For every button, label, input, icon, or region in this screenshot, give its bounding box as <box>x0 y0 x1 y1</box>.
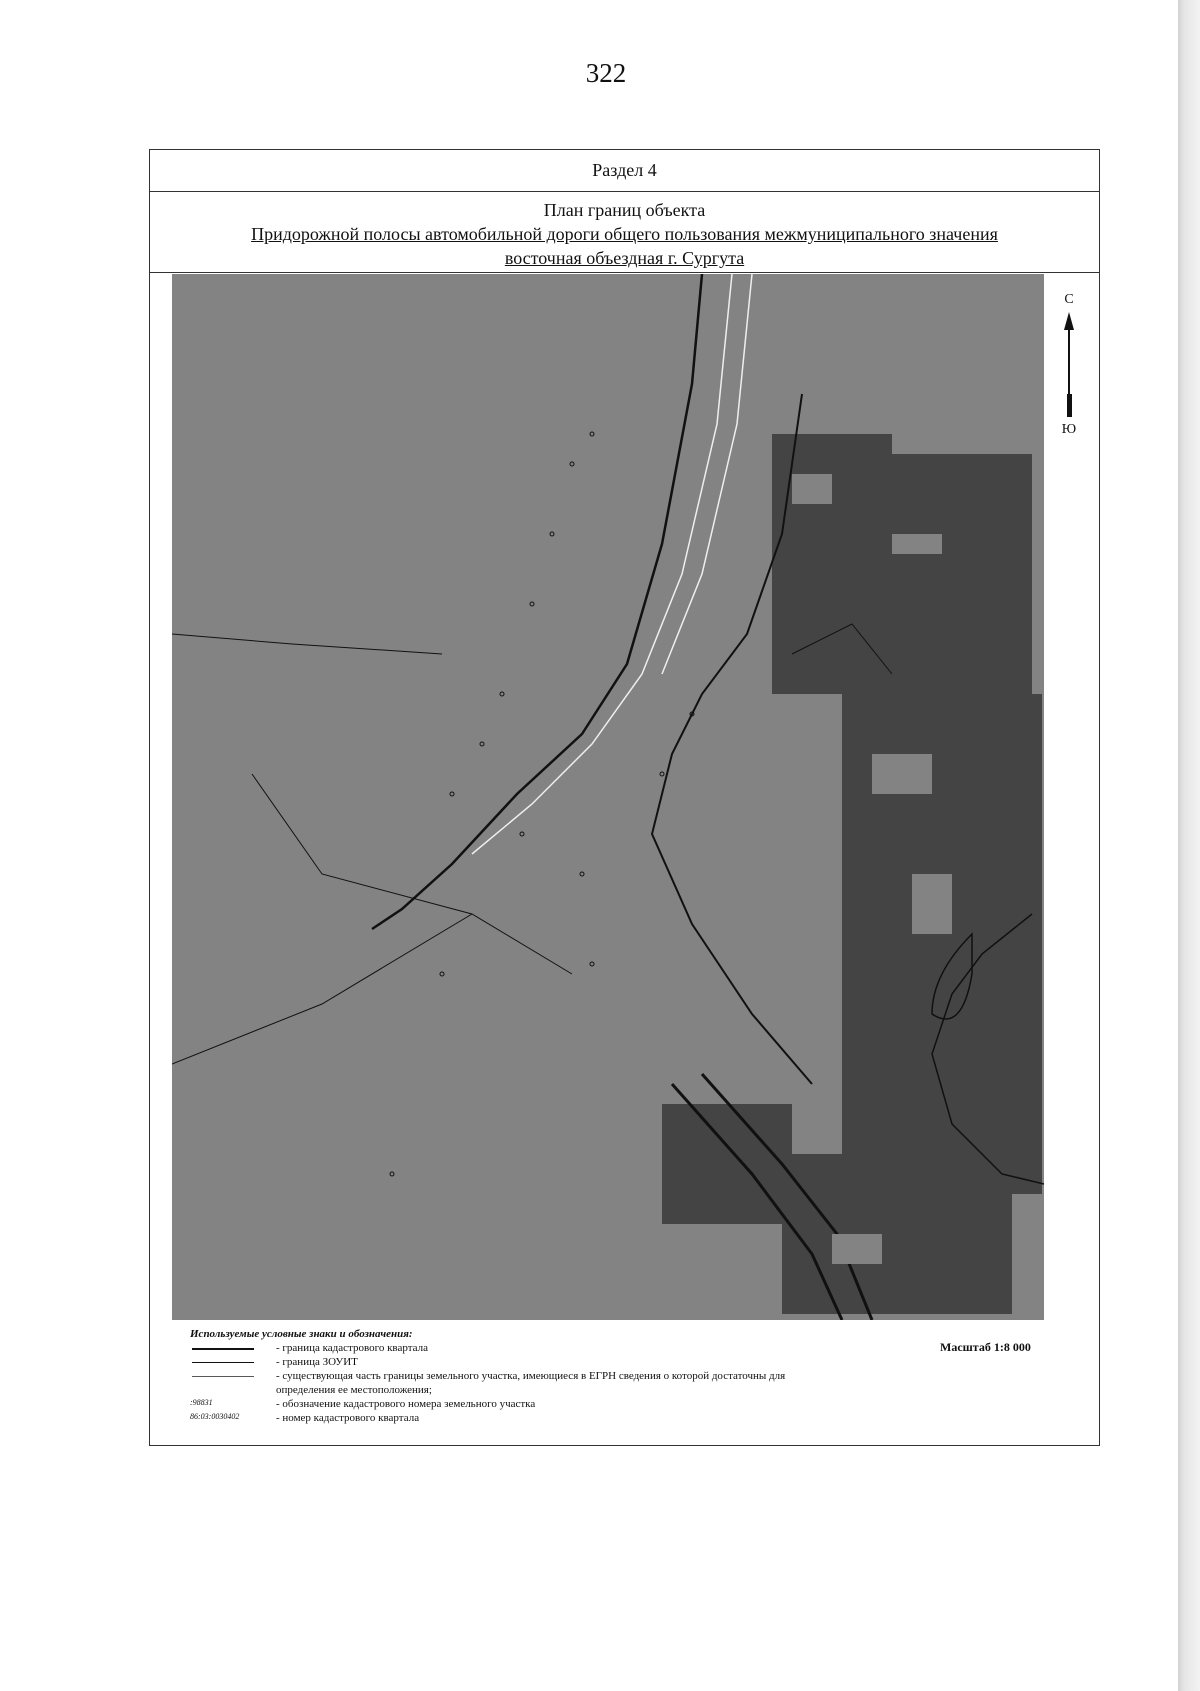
parcel-line-3 <box>172 914 472 1064</box>
plan-title-block <box>150 192 1099 273</box>
page-number: 322 <box>585 58 627 88</box>
north-arrow <box>1054 292 1084 442</box>
parcel-line-2 <box>252 774 572 974</box>
legend-item-text: - граница кадастрового квартала <box>276 1342 428 1354</box>
legend-item <box>172 1369 1072 1397</box>
legend-item-text: - номер кадастрового квартала <box>276 1412 420 1424</box>
north-label: С <box>1064 292 1074 307</box>
plan-frame <box>149 149 1100 1446</box>
quarter-number-symbol: 86:03:0030402 <box>190 1412 240 1421</box>
legend-item <box>172 1411 1072 1425</box>
quarter-boundary-symbol <box>192 1348 254 1350</box>
object-name-continued: восточная объездная г. Сургута <box>504 248 745 268</box>
legend-item <box>172 1341 1072 1355</box>
map-scale: Масштаб 1:8 000 <box>940 1340 1031 1354</box>
section-title: Раздел 4 <box>150 150 1099 192</box>
legend-item-text: - существующая часть границы земельного участка, имеющиеся в ЕГРН сведения о которой достаточны для определения ее местоположения; <box>276 1370 786 1396</box>
parcel-line-1 <box>172 634 442 654</box>
north-arrow-icon <box>1062 312 1076 417</box>
legend-title: Используемые условные знаки и обозначения: <box>190 1328 413 1340</box>
legend-item-text: - обозначение кадастрового номера земельного участка <box>276 1398 536 1410</box>
legend-item-text: - граница ЗОУИТ <box>276 1356 358 1368</box>
legend <box>172 1327 1072 1425</box>
map-drawing <box>172 274 1044 1320</box>
legend-item <box>172 1397 1072 1411</box>
legend-item <box>172 1355 1072 1369</box>
map-image <box>172 274 1044 1320</box>
survey-points <box>390 432 694 1176</box>
scan-edge <box>1178 0 1200 1691</box>
parcel-number-symbol: :98831 <box>190 1398 213 1407</box>
south-label: Ю <box>1061 422 1077 437</box>
vegetation-pattern <box>662 434 1042 1314</box>
plan-title: План границ объекта <box>543 200 706 220</box>
object-name: Придорожной полосы автомобильной дороги общего пользования межмуниципального значения <box>251 224 998 244</box>
parcel-boundary-symbol <box>192 1376 254 1377</box>
zouit-boundary-symbol <box>192 1362 254 1363</box>
